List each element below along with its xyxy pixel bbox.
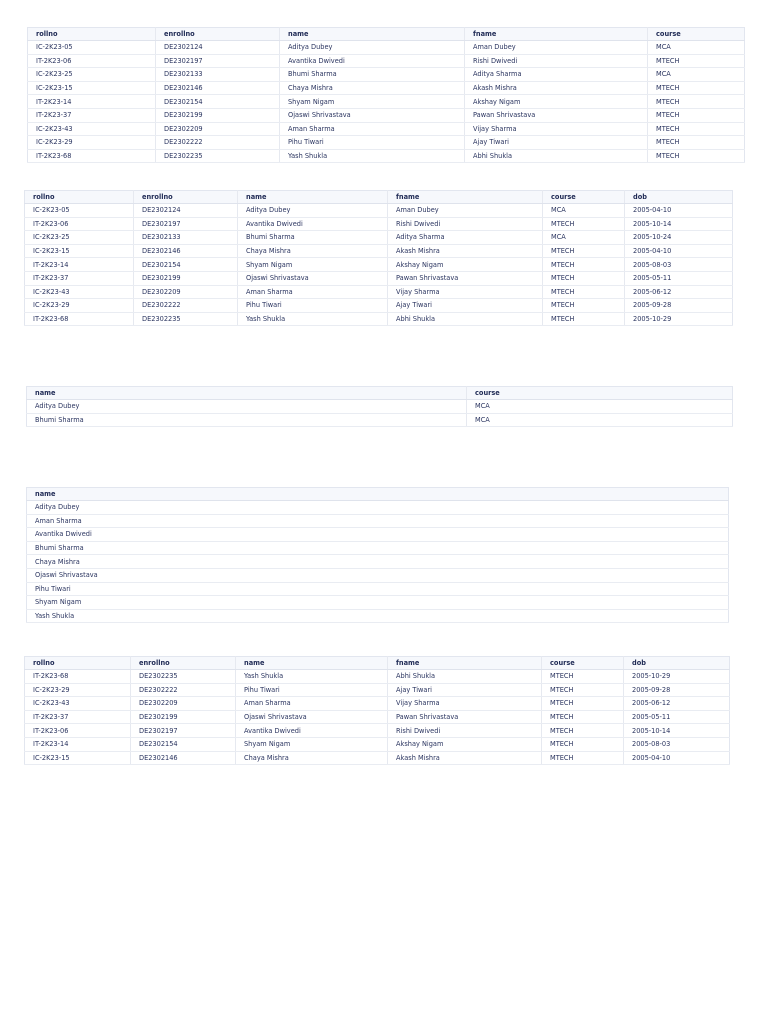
table-row [28, 95, 745, 109]
cell-rollno: IC-2K23-29 [25, 299, 134, 313]
cell-dob: 2005-05-11 [624, 710, 730, 724]
cell-name: Chaya Mishra [238, 244, 388, 258]
cell-rollno: IC-2K23-15 [28, 81, 156, 95]
cell-rollno: IC-2K23-29 [25, 683, 131, 697]
cell-name: Pihu Tiwari [27, 582, 729, 596]
cell-fname: Aman Dubey [388, 204, 543, 218]
cell-name: Bhumi Sharma [27, 541, 729, 555]
cell-name: Aman Sharma [236, 697, 388, 711]
cell-course: MTECH [542, 697, 624, 711]
cell-dob: 2005-10-14 [625, 217, 733, 231]
cell-name: Shyam Nigam [238, 258, 388, 272]
cell-name: Avantika Dwivedi [238, 217, 388, 231]
table-row [27, 413, 733, 427]
header-row [25, 657, 730, 670]
cell-name: Bhumi Sharma [27, 413, 467, 427]
cell-fname: Pawan Shrivastava [388, 710, 542, 724]
cell-name: Ojaswi Shrivastava [238, 271, 388, 285]
cell-course: MTECH [648, 122, 745, 136]
cell-fname: Pawan Shrivastava [465, 108, 648, 122]
cell-dob: 2005-10-29 [625, 312, 733, 326]
cell-rollno: IC-2K23-25 [25, 231, 134, 245]
cell-course: MCA [543, 204, 625, 218]
cell-fname: Akshay Nigam [465, 95, 648, 109]
column-header-course: course [543, 191, 625, 204]
table-row [25, 217, 733, 231]
table-row [25, 710, 730, 724]
cell-enrollno: DE2302199 [131, 710, 236, 724]
cell-enrollno: DE2302222 [134, 299, 238, 313]
cell-name: Bhumi Sharma [280, 68, 465, 82]
cell-rollno: IT-2K23-06 [25, 217, 134, 231]
cell-rollno: IT-2K23-06 [25, 724, 131, 738]
cell-course: MCA [648, 41, 745, 55]
cell-course: MTECH [542, 724, 624, 738]
table-row [27, 568, 729, 582]
table-row [25, 670, 730, 684]
column-header-name: name [238, 191, 388, 204]
cell-name: Chaya Mishra [236, 751, 388, 765]
table-row [27, 514, 729, 528]
cell-name: Shyam Nigam [236, 737, 388, 751]
cell-dob: 2005-04-10 [625, 204, 733, 218]
cell-enrollno: DE2302222 [156, 136, 280, 150]
cell-course: MTECH [542, 737, 624, 751]
column-header-name: name [236, 657, 388, 670]
cell-enrollno: DE2302133 [156, 68, 280, 82]
cell-course: MTECH [543, 217, 625, 231]
cell-fname: Pawan Shrivastava [388, 271, 543, 285]
cell-course: MTECH [543, 312, 625, 326]
cell-fname: Ajay Tiwari [388, 299, 543, 313]
cell-dob: 2005-09-28 [624, 683, 730, 697]
header-row [27, 488, 729, 501]
cell-name: Aditya Dubey [27, 501, 729, 515]
cell-enrollno: DE2302235 [134, 312, 238, 326]
table-row [25, 737, 730, 751]
cell-enrollno: DE2302146 [131, 751, 236, 765]
cell-enrollno: DE2302199 [134, 271, 238, 285]
column-header-name: name [27, 387, 467, 400]
table-row [25, 231, 733, 245]
cell-enrollno: DE2302133 [134, 231, 238, 245]
cell-name: Ojaswi Shrivastava [27, 568, 729, 582]
result-table-3 [26, 386, 733, 427]
cell-course: MCA [467, 400, 733, 414]
cell-course: MCA [543, 231, 625, 245]
cell-rollno: IT-2K23-68 [25, 312, 134, 326]
cell-name: Aman Sharma [27, 514, 729, 528]
cell-enrollno: DE2302197 [134, 217, 238, 231]
column-header-rollno: rollno [28, 28, 156, 41]
table-row [25, 751, 730, 765]
cell-course: MTECH [542, 751, 624, 765]
cell-name: Shyam Nigam [27, 596, 729, 610]
column-header-course: course [648, 28, 745, 41]
cell-enrollno: DE2302222 [131, 683, 236, 697]
table-row [28, 149, 745, 163]
cell-course: MTECH [543, 271, 625, 285]
cell-rollno: IC-2K23-15 [25, 751, 131, 765]
cell-course: MTECH [648, 81, 745, 95]
cell-name: Chaya Mishra [280, 81, 465, 95]
column-header-course: course [467, 387, 733, 400]
table-row [25, 285, 733, 299]
table-row [27, 609, 729, 623]
cell-fname: Rishi Dwivedi [465, 54, 648, 68]
cell-enrollno: DE2302154 [156, 95, 280, 109]
table-row [28, 68, 745, 82]
result-table-4 [26, 487, 729, 623]
table-row [25, 697, 730, 711]
cell-name: Chaya Mishra [27, 555, 729, 569]
cell-name: Shyam Nigam [280, 95, 465, 109]
cell-course: MCA [467, 413, 733, 427]
column-header-name: name [27, 488, 729, 501]
cell-name: Aman Sharma [280, 122, 465, 136]
column-header-name: name [280, 28, 465, 41]
column-header-rollno: rollno [25, 657, 131, 670]
cell-rollno: IC-2K23-43 [25, 285, 134, 299]
cell-enrollno: DE2302154 [131, 737, 236, 751]
cell-fname: Ajay Tiwari [465, 136, 648, 150]
table-row [25, 204, 733, 218]
column-header-rollno: rollno [25, 191, 134, 204]
column-header-enrollno: enrollno [131, 657, 236, 670]
cell-course: MTECH [543, 244, 625, 258]
table-row [28, 81, 745, 95]
cell-enrollno: DE2302235 [156, 149, 280, 163]
table-row [27, 541, 729, 555]
cell-fname: Rishi Dwivedi [388, 217, 543, 231]
table-row [27, 400, 733, 414]
cell-course: MTECH [648, 54, 745, 68]
cell-fname: Akshay Nigam [388, 258, 543, 272]
cell-enrollno: DE2302197 [156, 54, 280, 68]
cell-dob: 2005-05-11 [625, 271, 733, 285]
cell-course: MTECH [648, 136, 745, 150]
table-row [27, 501, 729, 515]
cell-rollno: IT-2K23-68 [25, 670, 131, 684]
cell-name: Yash Shukla [280, 149, 465, 163]
cell-fname: Vijay Sharma [465, 122, 648, 136]
cell-name: Avantika Dwivedi [280, 54, 465, 68]
cell-name: Yash Shukla [236, 670, 388, 684]
cell-rollno: IC-2K23-25 [28, 68, 156, 82]
cell-course: MTECH [648, 95, 745, 109]
cell-rollno: IC-2K23-05 [25, 204, 134, 218]
cell-enrollno: DE2302235 [131, 670, 236, 684]
cell-course: MTECH [648, 149, 745, 163]
column-header-dob: dob [624, 657, 730, 670]
cell-fname: Vijay Sharma [388, 697, 542, 711]
cell-dob: 2005-10-24 [625, 231, 733, 245]
cell-dob: 2005-04-10 [624, 751, 730, 765]
cell-rollno: IT-2K23-06 [28, 54, 156, 68]
cell-course: MTECH [542, 683, 624, 697]
column-header-fname: fname [388, 657, 542, 670]
cell-enrollno: DE2302146 [134, 244, 238, 258]
table-row [27, 528, 729, 542]
table-row [25, 683, 730, 697]
cell-enrollno: DE2302146 [156, 81, 280, 95]
cell-enrollno: DE2302199 [156, 108, 280, 122]
table-row [28, 41, 745, 55]
column-header-dob: dob [625, 191, 733, 204]
cell-fname: Akash Mishra [465, 81, 648, 95]
cell-fname: Abhi Shukla [388, 670, 542, 684]
table-row [28, 108, 745, 122]
table-row [25, 299, 733, 313]
cell-dob: 2005-09-28 [625, 299, 733, 313]
cell-enrollno: DE2302124 [156, 41, 280, 55]
cell-course: MTECH [543, 299, 625, 313]
cell-name: Avantika Dwivedi [236, 724, 388, 738]
column-header-fname: fname [388, 191, 543, 204]
header-row [28, 28, 745, 41]
header-row [25, 191, 733, 204]
table-row [27, 596, 729, 610]
cell-course: MTECH [542, 670, 624, 684]
cell-course: MTECH [542, 710, 624, 724]
table-row [25, 271, 733, 285]
cell-rollno: IC-2K23-05 [28, 41, 156, 55]
cell-fname: Aditya Sharma [465, 68, 648, 82]
table-row [28, 122, 745, 136]
table-row [27, 582, 729, 596]
cell-rollno: IT-2K23-37 [28, 108, 156, 122]
cell-name: Yash Shukla [27, 609, 729, 623]
cell-name: Aditya Dubey [27, 400, 467, 414]
cell-rollno: IT-2K23-14 [25, 737, 131, 751]
cell-dob: 2005-08-03 [624, 737, 730, 751]
cell-fname: Abhi Shukla [388, 312, 543, 326]
result-table-5 [24, 656, 730, 765]
cell-dob: 2005-06-12 [624, 697, 730, 711]
cell-rollno: IT-2K23-14 [28, 95, 156, 109]
cell-name: Aman Sharma [238, 285, 388, 299]
cell-rollno: IT-2K23-68 [28, 149, 156, 163]
column-header-course: course [542, 657, 624, 670]
table-row [25, 724, 730, 738]
cell-enrollno: DE2302209 [131, 697, 236, 711]
cell-dob: 2005-06-12 [625, 285, 733, 299]
cell-course: MTECH [543, 258, 625, 272]
table-row [25, 258, 733, 272]
cell-dob: 2005-04-10 [625, 244, 733, 258]
cell-name: Bhumi Sharma [238, 231, 388, 245]
cell-fname: Akash Mishra [388, 244, 543, 258]
cell-fname: Abhi Shukla [465, 149, 648, 163]
cell-fname: Vijay Sharma [388, 285, 543, 299]
result-table-1 [27, 27, 745, 163]
cell-rollno: IC-2K23-15 [25, 244, 134, 258]
cell-course: MCA [648, 68, 745, 82]
cell-rollno: IT-2K23-37 [25, 710, 131, 724]
cell-course: MTECH [648, 108, 745, 122]
header-row [27, 387, 733, 400]
column-header-enrollno: enrollno [156, 28, 280, 41]
cell-name: Pihu Tiwari [280, 136, 465, 150]
cell-fname: Aditya Sharma [388, 231, 543, 245]
table-row [28, 136, 745, 150]
cell-name: Aditya Dubey [280, 41, 465, 55]
table-row [25, 312, 733, 326]
cell-dob: 2005-08-03 [625, 258, 733, 272]
cell-name: Yash Shukla [238, 312, 388, 326]
cell-name: Pihu Tiwari [236, 683, 388, 697]
result-table-2 [24, 190, 733, 326]
cell-dob: 2005-10-14 [624, 724, 730, 738]
column-header-enrollno: enrollno [134, 191, 238, 204]
cell-name: Pihu Tiwari [238, 299, 388, 313]
cell-rollno: IC-2K23-43 [25, 697, 131, 711]
cell-fname: Ajay Tiwari [388, 683, 542, 697]
cell-enrollno: DE2302124 [134, 204, 238, 218]
column-header-fname: fname [465, 28, 648, 41]
cell-fname: Akshay Nigam [388, 737, 542, 751]
cell-fname: Akash Mishra [388, 751, 542, 765]
cell-enrollno: DE2302209 [134, 285, 238, 299]
cell-name: Ojaswi Shrivastava [236, 710, 388, 724]
cell-course: MTECH [543, 285, 625, 299]
cell-name: Ojaswi Shrivastava [280, 108, 465, 122]
cell-fname: Aman Dubey [465, 41, 648, 55]
cell-name: Aditya Dubey [238, 204, 388, 218]
cell-rollno: IC-2K23-43 [28, 122, 156, 136]
cell-rollno: IC-2K23-29 [28, 136, 156, 150]
cell-rollno: IT-2K23-37 [25, 271, 134, 285]
table-row [25, 244, 733, 258]
cell-enrollno: DE2302209 [156, 122, 280, 136]
cell-name: Avantika Dwivedi [27, 528, 729, 542]
cell-fname: Rishi Dwivedi [388, 724, 542, 738]
table-row [28, 54, 745, 68]
cell-rollno: IT-2K23-14 [25, 258, 134, 272]
cell-enrollno: DE2302154 [134, 258, 238, 272]
cell-dob: 2005-10-29 [624, 670, 730, 684]
cell-enrollno: DE2302197 [131, 724, 236, 738]
table-row [27, 555, 729, 569]
